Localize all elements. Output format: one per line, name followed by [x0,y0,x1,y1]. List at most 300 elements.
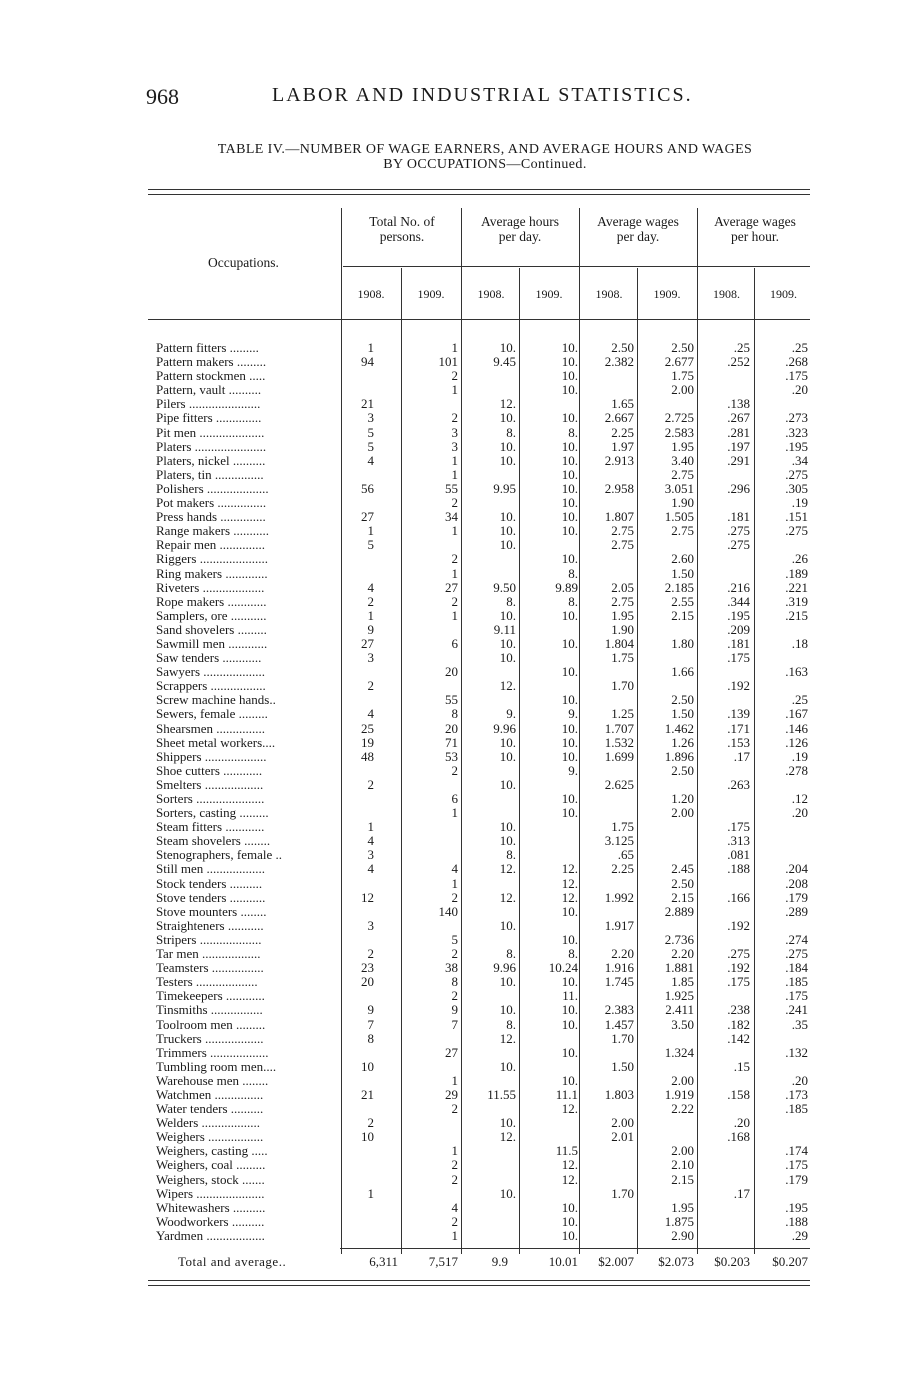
total-value: 9.9 [491,1254,508,1269]
hours-1908-cell: 10. [499,510,516,525]
hours-1909-cell [522,919,578,933]
persons-1909-cell: 101 [438,355,458,370]
hours-1908-cell: 8. [506,947,516,962]
hours-1908-cell: 9.50 [493,580,516,595]
persons-1908-cell: 4 [367,834,374,849]
bottom-rule [148,1280,810,1281]
hours-1909-cell: 10. [561,411,578,426]
table-row [0,919,900,933]
hours-1909-cell: 12. [561,890,578,905]
wage-hour-1909-cell: .319 [785,594,808,609]
hours-1909-cell [522,679,578,693]
wage-day-1908-cell: 2.25 [611,425,634,440]
wage-hour-1909-cell: .132 [785,1045,808,1060]
hours-1908-cell: 10. [499,918,516,933]
wage-day-1909-cell: 1.66 [671,665,694,680]
wage-day-1908-cell: 1.25 [611,707,634,722]
wage-day-1908-cell [584,989,634,1003]
persons-1908-cell [346,1215,374,1229]
hours-1909-cell [522,1130,578,1144]
hours-1908-cell: 11.55 [487,1087,516,1102]
wage-day-1908-cell [584,792,634,806]
persons-1909-cell [406,1130,458,1144]
wage-day-1908-cell [584,567,634,581]
hours-1909-cell: 10. [561,693,578,708]
table-row [0,355,900,369]
wage-hour-1908-cell: .267 [727,411,750,426]
persons-1908-cell [346,1144,374,1158]
wage-hour-1909-cell: .175 [785,369,808,384]
table-row [0,820,900,834]
wage-day-1908-cell: 1.803 [604,1087,634,1102]
persons-1908-cell [346,1173,374,1187]
wage-day-1909-cell: 1.505 [664,510,694,525]
hours-1909-cell [522,397,578,411]
wage-hour-1908-cell [700,1102,750,1116]
year-header: 1908. [595,287,623,301]
wage-hour-1908-cell [700,496,750,510]
wage-hour-1909-cell: .275 [785,524,808,539]
hours-1908-cell: 12. [499,1031,516,1046]
table-row [0,891,900,905]
wage-hour-1909-cell [756,1130,808,1144]
persons-1908-cell [346,1102,374,1116]
table-row [0,975,900,989]
persons-1909-cell: 20 [445,721,458,736]
table-row [0,834,900,848]
wage-day-1909-cell [640,1060,694,1074]
wage-hour-1908-cell: .192 [727,679,750,694]
table-row [0,1088,900,1102]
hours-1908-cell: 10. [499,341,516,355]
table-row [0,1201,900,1215]
wage-day-1909-cell [640,919,694,933]
wage-day-1908-cell: 2.75 [611,594,634,609]
persons-1909-cell: 2 [451,552,458,567]
table-row [0,1187,900,1201]
table-row [0,806,900,820]
hours-1908-cell [464,806,516,820]
persons-1908-cell [346,1046,374,1060]
hours-1908-cell [464,383,516,397]
wage-hour-1908-cell: .138 [727,397,750,412]
hours-1909-cell: 10. [561,1073,578,1088]
year-header: 1908. [713,287,740,301]
occupation-name: Sewers, female ......... [156,707,268,722]
persons-1908-cell: 8 [367,1031,374,1046]
hours-1909-cell: 10. [561,721,578,736]
wage-day-1909-cell: 1.919 [664,1087,694,1102]
wage-hour-1908-cell [700,1074,750,1088]
occupation-name: Riggers ..................... [156,552,268,567]
persons-1909-cell [406,397,458,411]
occupation-name: Tinsmiths ................ [156,1003,263,1018]
wage-hour-1909-cell: .241 [785,1003,808,1018]
occupation-name: Pilers ...................... [156,397,261,412]
wage-day-1908-cell: 1.457 [604,1017,634,1032]
wage-hour-1909-cell: .20 [791,806,808,821]
wage-hour-1909-cell: .323 [785,425,808,440]
hours-1908-cell [464,1158,516,1172]
occupation-name: Welders .................. [156,1116,261,1131]
persons-1909-cell [406,679,458,693]
wage-day-1909-cell: 3.50 [671,1017,694,1032]
wage-day-1909-cell: 2.60 [671,552,694,567]
wage-hour-1909-cell: .274 [785,932,808,947]
wage-day-1908-cell: 2.913 [604,453,634,468]
persons-1908-cell: 12 [361,890,374,905]
wage-day-1908-cell: 2.20 [611,947,634,962]
occupation-name: Shoe cutters ............ [156,763,263,778]
wage-hour-1909-cell: .26 [791,552,808,567]
wage-hour-1909-cell [756,1032,808,1046]
wage-day-1909-cell: 1.85 [671,975,694,990]
hours-1909-cell: 11.5 [555,1144,578,1159]
occupation-name: Sand shovelers ......... [156,622,267,637]
table-row [0,369,900,383]
occupation-name: Toolroom men ......... [156,1017,266,1032]
persons-1909-cell [406,623,458,637]
occupation-name: Pit men .................... [156,425,265,440]
persons-1908-cell: 2 [367,947,374,962]
wage-hour-1908-cell: .153 [727,735,750,750]
hours-1908-cell: 9.96 [493,721,516,736]
hours-1908-cell: 10. [499,1186,516,1201]
persons-1909-cell: 55 [445,693,458,708]
persons-1909-cell: 27 [445,1045,458,1060]
table-row [0,1215,900,1229]
top-rule [148,189,810,190]
wage-hour-1909-cell [756,1060,808,1074]
hours-1908-cell [464,1074,516,1088]
table-row [0,341,900,355]
persons-1909-cell: 1 [451,383,458,398]
wage-hour-1908-cell [700,1173,750,1187]
wage-hour-1909-cell: .19 [791,749,808,764]
persons-1909-cell: 20 [445,665,458,680]
wage-day-1909-cell: 1.95 [671,439,694,454]
wage-hour-1908-cell: .195 [727,608,750,623]
persons-1908-cell: 1 [367,608,374,623]
wage-hour-1909-cell: .185 [785,975,808,990]
hours-1909-cell: 8. [568,425,578,440]
wage-hour-1909-cell [756,397,808,411]
wage-hour-1909-cell: .173 [785,1087,808,1102]
table-row [0,411,900,425]
running-title: LABOR AND INDUSTRIAL STATISTICS. [272,84,693,106]
wage-day-1909-cell: 1.50 [671,566,694,581]
wage-day-1909-cell [640,538,694,552]
table-row [0,778,900,792]
persons-1908-cell [346,989,374,1003]
persons-1908-cell: 4 [367,580,374,595]
hours-1909-cell: 12. [561,1102,578,1117]
table-row [0,792,900,806]
table-row [0,581,900,595]
wage-hour-1908-cell: .281 [727,425,750,440]
wage-day-1908-cell [584,693,634,707]
wage-hour-1908-cell: .216 [727,580,750,595]
wage-hour-1909-cell: .12 [791,792,808,806]
hours-1908-cell: 10. [499,735,516,750]
wage-day-1908-cell: 1.917 [604,918,634,933]
persons-1909-cell: 2 [451,1102,458,1117]
wage-hour-1908-cell: .275 [727,538,750,553]
persons-1909-cell: 1 [451,341,458,355]
hours-1908-cell [464,496,516,510]
wage-hour-1908-cell [700,1144,750,1158]
wage-day-1908-cell [584,1102,634,1116]
wage-hour-1909-cell: .289 [785,904,808,919]
wage-day-1909-cell: 2.725 [664,411,694,426]
persons-1908-cell: 27 [361,636,374,651]
hours-1908-cell [464,468,516,482]
occupation-name: Weighers, stock ....... [156,1172,265,1187]
wage-hour-1908-cell: .17 [733,749,750,764]
hours-1908-cell: 9.96 [493,961,516,976]
occupation-name: Pattern stockmen ..... [156,369,266,384]
persons-1909-cell: 140 [438,904,458,919]
occupation-name: Steam fitters ............ [156,820,265,835]
hours-1909-cell: 10. [561,1228,578,1243]
persons-1908-cell [346,877,374,891]
wage-day-1908-cell: 2.958 [604,481,634,496]
wage-day-1909-cell [640,848,694,862]
hours-1908-cell [464,369,516,383]
occupation-name: Samplers, ore ........... [156,608,267,623]
occupation-name: Stove tenders ........... [156,890,266,905]
persons-1909-cell [406,919,458,933]
hours-1908-cell: 9.95 [493,481,516,496]
persons-1908-cell: 9 [367,622,374,637]
persons-1909-cell: 2 [451,496,458,511]
wage-day-1909-cell [640,679,694,693]
wage-day-1909-cell: 2.00 [671,806,694,821]
table-row [0,679,900,693]
table-row [0,1032,900,1046]
wage-hour-1909-cell: .275 [785,947,808,962]
occupation-name: Scrappers ................. [156,679,266,694]
occupation-name: Stove mounters ........ [156,904,267,919]
hours-1908-cell: 10. [499,1116,516,1131]
hours-1908-cell: 10. [499,651,516,666]
wage-day-1909-cell: 1.462 [664,721,694,736]
hours-1909-cell: 10. [561,975,578,990]
table-row [0,651,900,665]
persons-1908-cell: 56 [361,481,374,496]
wage-hour-1908-cell [700,1229,750,1243]
table-row [0,440,900,454]
wage-hour-1908-cell [700,792,750,806]
occupation-name: Testers ................... [156,975,258,990]
hours-1909-cell: 10. [561,524,578,539]
persons-1908-cell: 23 [361,961,374,976]
persons-1908-cell [346,383,374,397]
wage-day-1909-cell: 3.051 [664,481,694,496]
wage-hour-1908-cell [700,369,750,383]
hours-1908-cell: 10. [499,1059,516,1074]
persons-1909-cell: 1 [451,608,458,623]
hours-1909-cell: 10. [561,341,578,355]
wage-day-1908-cell: 2.75 [611,524,634,539]
year-header: 1909. [417,287,445,301]
wage-hour-1909-cell: .20 [791,1073,808,1088]
table-row [0,482,900,496]
persons-1908-cell [346,764,374,778]
wage-hour-1909-cell [756,538,808,552]
wage-hour-1908-cell [700,933,750,947]
hours-1908-cell: 12. [499,1130,516,1145]
persons-1909-cell: 29 [445,1087,458,1102]
wage-hour-1909-cell [756,623,808,637]
wage-day-1909-cell: 1.75 [671,369,694,384]
wage-day-1908-cell [584,905,634,919]
top-rule-second [148,194,810,195]
wage-day-1909-cell: 2.50 [671,341,694,355]
wage-hour-1909-cell: .305 [785,481,808,496]
wage-day-1909-cell: 2.22 [671,1102,694,1117]
persons-1909-cell: 1 [451,1073,458,1088]
wage-hour-1909-cell: .175 [785,1158,808,1173]
average-hours-header: Average hours per day. [480,214,560,244]
wage-hour-1908-cell [700,877,750,891]
hours-1908-cell: 8. [506,425,516,440]
persons-1909-cell: 3 [451,425,458,440]
table-row [0,623,900,637]
wage-hour-1909-cell: .163 [785,665,808,680]
wage-hour-1909-cell [756,651,808,665]
wage-hour-1908-cell: .168 [727,1130,750,1145]
wage-day-1909-cell: 2.50 [671,763,694,778]
bottom-rule-second [148,1285,810,1286]
wage-hour-1909-cell: .189 [785,566,808,581]
persons-1908-cell: 9 [367,1003,374,1018]
persons-1909-cell: 8 [451,975,458,990]
hours-1909-cell: 10. [561,904,578,919]
wage-day-1909-cell: 2.45 [671,862,694,877]
hours-1908-cell: 10. [499,636,516,651]
persons-1909-cell: 2 [451,763,458,778]
wage-day-1908-cell: 1.807 [604,510,634,525]
occupation-name: Sheet metal workers.... [156,735,276,750]
wage-day-1909-cell: 2.00 [671,1144,694,1159]
table-row [0,609,900,623]
wage-hour-1909-cell: .215 [785,608,808,623]
header-mid-rule [343,266,810,267]
year-header: 1908. [357,287,385,301]
hours-1908-cell: 10. [499,749,516,764]
wage-day-1908-cell [584,552,634,566]
persons-1908-cell: 4 [367,862,374,877]
hours-1909-cell [522,820,578,834]
wage-hour-1909-cell: .204 [785,862,808,877]
average-wages-day-header: Average wages per day. [597,214,679,244]
hours-1909-cell [522,1187,578,1201]
wage-hour-1909-cell: .195 [785,1200,808,1215]
persons-1908-cell: 48 [361,749,374,764]
wage-day-1909-cell: 2.00 [671,383,694,398]
occupation-name: Pattern makers ......... [156,355,267,370]
wage-day-1908-cell: 1.50 [611,1059,634,1074]
hours-1909-cell [522,834,578,848]
occupation-name: Riveters ................... [156,580,265,595]
persons-1908-cell: 25 [361,721,374,736]
wage-day-1908-cell [584,468,634,482]
persons-1909-cell: 1 [451,524,458,539]
wage-hour-1908-cell: .313 [727,834,750,849]
wage-day-1909-cell: 2.15 [671,608,694,623]
hours-1908-cell [464,877,516,891]
wage-day-1908-cell: 2.383 [604,1003,634,1018]
hours-1909-cell: 10. [561,1045,578,1060]
hours-1909-cell: 10. [561,749,578,764]
wage-day-1909-cell [640,1032,694,1046]
occupation-name: Pattern fitters ......... [156,341,259,355]
wage-day-1909-cell: 2.15 [671,1172,694,1187]
persons-1908-cell: 1 [367,341,374,355]
wage-day-1909-cell [640,1116,694,1130]
table-row [0,905,900,919]
wage-hour-1908-cell: .181 [727,510,750,525]
hours-1909-cell: 11. [562,989,578,1004]
table-row [0,707,900,721]
persons-1909-cell: 4 [451,1200,458,1215]
page-header [146,84,826,114]
wage-day-1908-cell [584,1229,634,1243]
table-row [0,1060,900,1074]
wage-hour-1909-cell [756,834,808,848]
hours-1908-cell: 9.11 [493,622,516,637]
wage-day-1908-cell: 1.90 [611,622,634,637]
hours-1909-cell: 10. [561,467,578,482]
wage-day-1909-cell: 2.889 [664,904,694,919]
hours-1908-cell: 10. [499,975,516,990]
wage-hour-1909-cell: .34 [791,453,808,468]
hours-1908-cell: 10. [499,834,516,849]
persons-1909-cell: 27 [445,580,458,595]
persons-1908-cell [346,1074,374,1088]
persons-1909-cell: 2 [451,947,458,962]
occupation-name: Pattern, vault .......... [156,383,262,398]
wage-hour-1909-cell [756,919,808,933]
persons-1909-cell: 8 [451,707,458,722]
total-value: $0.203 [714,1254,750,1269]
wage-day-1908-cell [584,1074,634,1088]
wage-hour-1908-cell: .275 [727,524,750,539]
occupation-name: Stenographers, female .. [156,848,282,863]
wage-day-1909-cell [640,834,694,848]
persons-1908-cell [346,468,374,482]
hours-1908-cell [464,1046,516,1060]
hours-1909-cell [522,651,578,665]
wage-day-1909-cell: 2.736 [664,932,694,947]
wage-day-1908-cell [584,1201,634,1215]
persons-1908-cell: 94 [361,355,374,370]
occupation-name: Tumbling room men.... [156,1059,277,1074]
table-row [0,764,900,778]
wage-hour-1909-cell: .126 [785,735,808,750]
persons-1909-cell: 1 [451,467,458,482]
hours-1908-cell: 10. [499,777,516,792]
table-row [0,961,900,975]
occupation-name: Sawmill men ............ [156,636,268,651]
wage-hour-1908-cell: .263 [727,777,750,792]
wage-day-1908-cell: 1.804 [604,636,634,651]
wage-day-1908-cell: 1.699 [604,749,634,764]
table-row [0,426,900,440]
wage-day-1909-cell: 2.10 [671,1158,694,1173]
wage-day-1909-cell: 2.50 [671,876,694,891]
